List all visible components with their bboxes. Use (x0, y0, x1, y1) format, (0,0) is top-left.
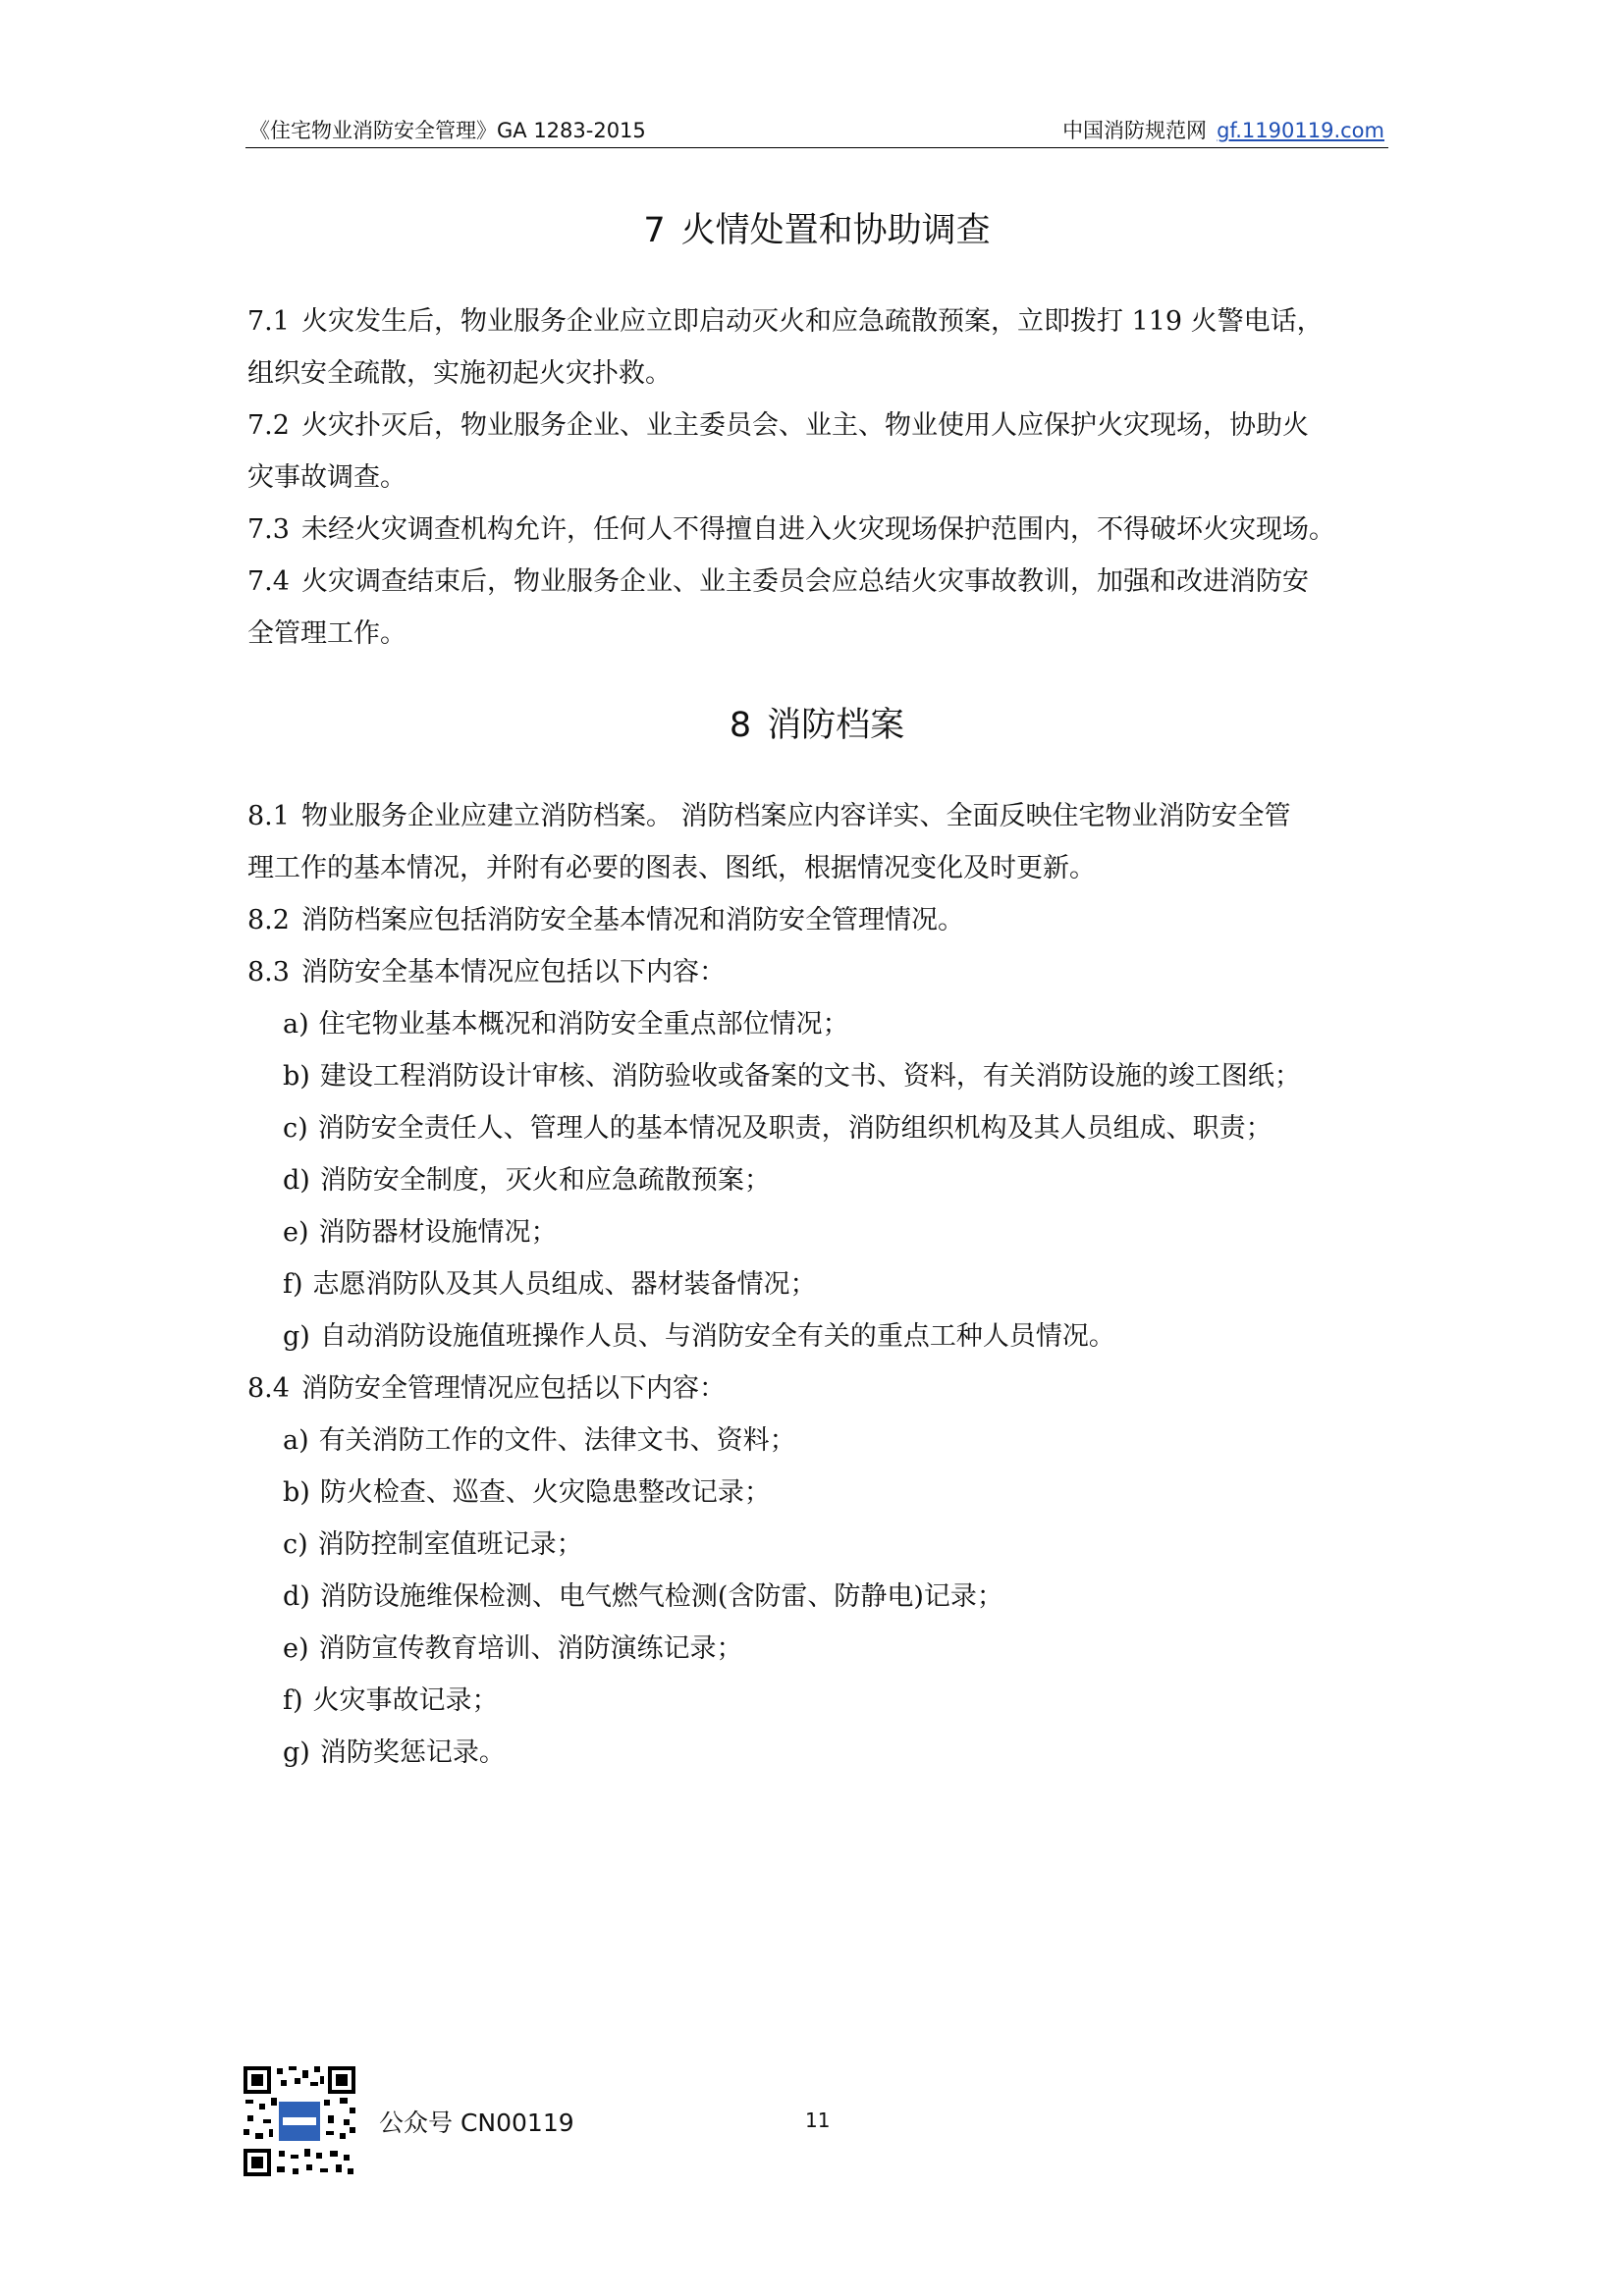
item-mark: c) (283, 1113, 308, 1144)
list-item (283, 1007, 849, 1042)
item-text: 志愿消防队及其人员组成、器材装备情况； (312, 1269, 817, 1300)
clause-number: 8.4 (247, 1373, 290, 1404)
item-mark: g) (283, 1737, 310, 1768)
list-item (283, 1631, 743, 1667)
clause-7-1 (247, 304, 1324, 340)
section-7-heading (245, 203, 1388, 252)
clause-number: 7.2 (247, 410, 290, 441)
list-item (283, 1111, 1272, 1147)
item-text: 防火检查、巡查、火灾隐患整改记录； (319, 1477, 771, 1508)
item-mark: e) (283, 1633, 309, 1664)
item-mark: e) (283, 1217, 309, 1248)
item-text: 消防器材设施情况； (318, 1217, 558, 1248)
clause-text: 消防安全基本情况应包括以下内容： (300, 957, 726, 988)
item-text: 消防安全制度，灭火和应急疏散预案； (319, 1165, 771, 1196)
list-item (283, 1527, 583, 1563)
clause-7-4-cont: 全管理工作。 (247, 618, 406, 649)
document-title: 《住宅物业消防安全管理》GA 1283-2015 (249, 119, 646, 142)
clause-8-4 (247, 1371, 726, 1407)
item-mark: f) (283, 1685, 303, 1716)
clause-8-2 (247, 903, 964, 938)
item-mark: a) (283, 1425, 309, 1456)
list-item (283, 1267, 817, 1303)
page-number: 11 (805, 2109, 831, 2132)
clause-text: 消防安全管理情况应包括以下内容： (300, 1373, 726, 1404)
clause-number: 7.1 (247, 306, 290, 337)
list-item (283, 1059, 1301, 1095)
item-mark: f) (283, 1269, 303, 1300)
clause-7-3 (247, 512, 1335, 548)
list-item (283, 1683, 499, 1719)
page-header (245, 118, 1388, 148)
item-text: 消防控制室值班记录； (317, 1529, 583, 1560)
list-item (283, 1163, 771, 1199)
clause-number: 8.3 (247, 957, 290, 988)
item-text: 建设工程消防设计审核、消防验收或备案的文书、资料，有关消防设施的竣工图纸； (319, 1061, 1301, 1092)
item-mark: d) (283, 1165, 310, 1196)
section-number: 7 (643, 211, 666, 250)
list-item (283, 1215, 558, 1251)
section-number: 8 (729, 706, 752, 745)
clause-number: 7.4 (247, 566, 290, 597)
qr-code-icon (242, 2064, 357, 2178)
item-text: 消防奖惩记录。 (319, 1737, 506, 1768)
clause-text: 火灾发生后，物业服务企业应立即启动灭火和应急疏散预案，立即拨打 119 火警电话， (300, 306, 1324, 337)
item-text: 消防设施维保检测、电气燃气检测(含防雷、防静电)记录； (319, 1581, 1003, 1612)
item-text: 消防宣传教育培训、消防演练记录； (318, 1633, 743, 1664)
list-item (283, 1475, 771, 1511)
clause-text: 火灾调查结束后，物业服务企业、业主委员会应总结火灾事故教训，加强和改进消防安 (300, 566, 1309, 597)
section-8-heading (245, 698, 1388, 747)
clause-7-2 (247, 408, 1309, 444)
item-text: 有关消防工作的文件、法律文书、资料； (318, 1425, 796, 1456)
item-text: 自动消防设施值班操作人员、与消防安全有关的重点工种人员情况。 (319, 1321, 1115, 1352)
list-item (283, 1735, 506, 1771)
clause-text: 未经火灾调查机构允许，任何人不得擅自进入火灾现场保护范围内，不得破坏火灾现场。 (300, 514, 1335, 545)
item-text: 住宅物业基本概况和消防安全重点部位情况； (318, 1009, 849, 1040)
section-title: 消防档案 (767, 706, 905, 745)
item-mark: a) (283, 1009, 309, 1040)
item-mark: b) (283, 1061, 310, 1092)
clause-number: 8.2 (247, 905, 290, 935)
item-mark: b) (283, 1477, 310, 1508)
item-text: 消防安全责任人、管理人的基本情况及职责，消防组织机构及其人员组成、职责； (317, 1113, 1272, 1144)
item-mark: d) (283, 1581, 310, 1612)
clause-number: 7.3 (247, 514, 290, 545)
item-mark: c) (283, 1529, 308, 1560)
site-url-link[interactable]: gf.1190119.com (1217, 119, 1384, 142)
section-title: 火情处置和协助调查 (680, 211, 991, 250)
list-item (283, 1319, 1115, 1355)
clause-7-2-cont: 灾事故调查。 (247, 462, 406, 493)
clause-8-3 (247, 955, 726, 990)
clause-7-1-cont: 组织安全疏散，实施初起火灾扑救。 (247, 358, 672, 389)
clause-7-4 (247, 564, 1309, 600)
clause-text: 物业服务企业应建立消防档案。 消防档案应内容详实、全面反映住宅物业消防安全管 (300, 801, 1291, 831)
qr-code (242, 2064, 357, 2178)
clause-text: 消防档案应包括消防安全基本情况和消防安全管理情况。 (300, 905, 964, 935)
clause-8-1 (247, 799, 1291, 834)
clause-text: 火灾扑灭后，物业服务企业、业主委员会、业主、物业使用人应保护火灾现场，协助火 (300, 410, 1309, 441)
item-text: 火灾事故记录； (312, 1685, 499, 1716)
item-mark: g) (283, 1321, 310, 1352)
list-item (283, 1579, 1003, 1615)
list-item (283, 1423, 796, 1459)
clause-number: 8.1 (247, 801, 290, 831)
header-site (1062, 115, 1384, 144)
site-name: 中国消防规范网 (1062, 119, 1208, 142)
wechat-account: 公众号 CN00119 (379, 2109, 574, 2137)
clause-8-1-cont: 理工作的基本情况，并附有必要的图表、图纸，根据情况变化及时更新。 (247, 853, 1096, 883)
